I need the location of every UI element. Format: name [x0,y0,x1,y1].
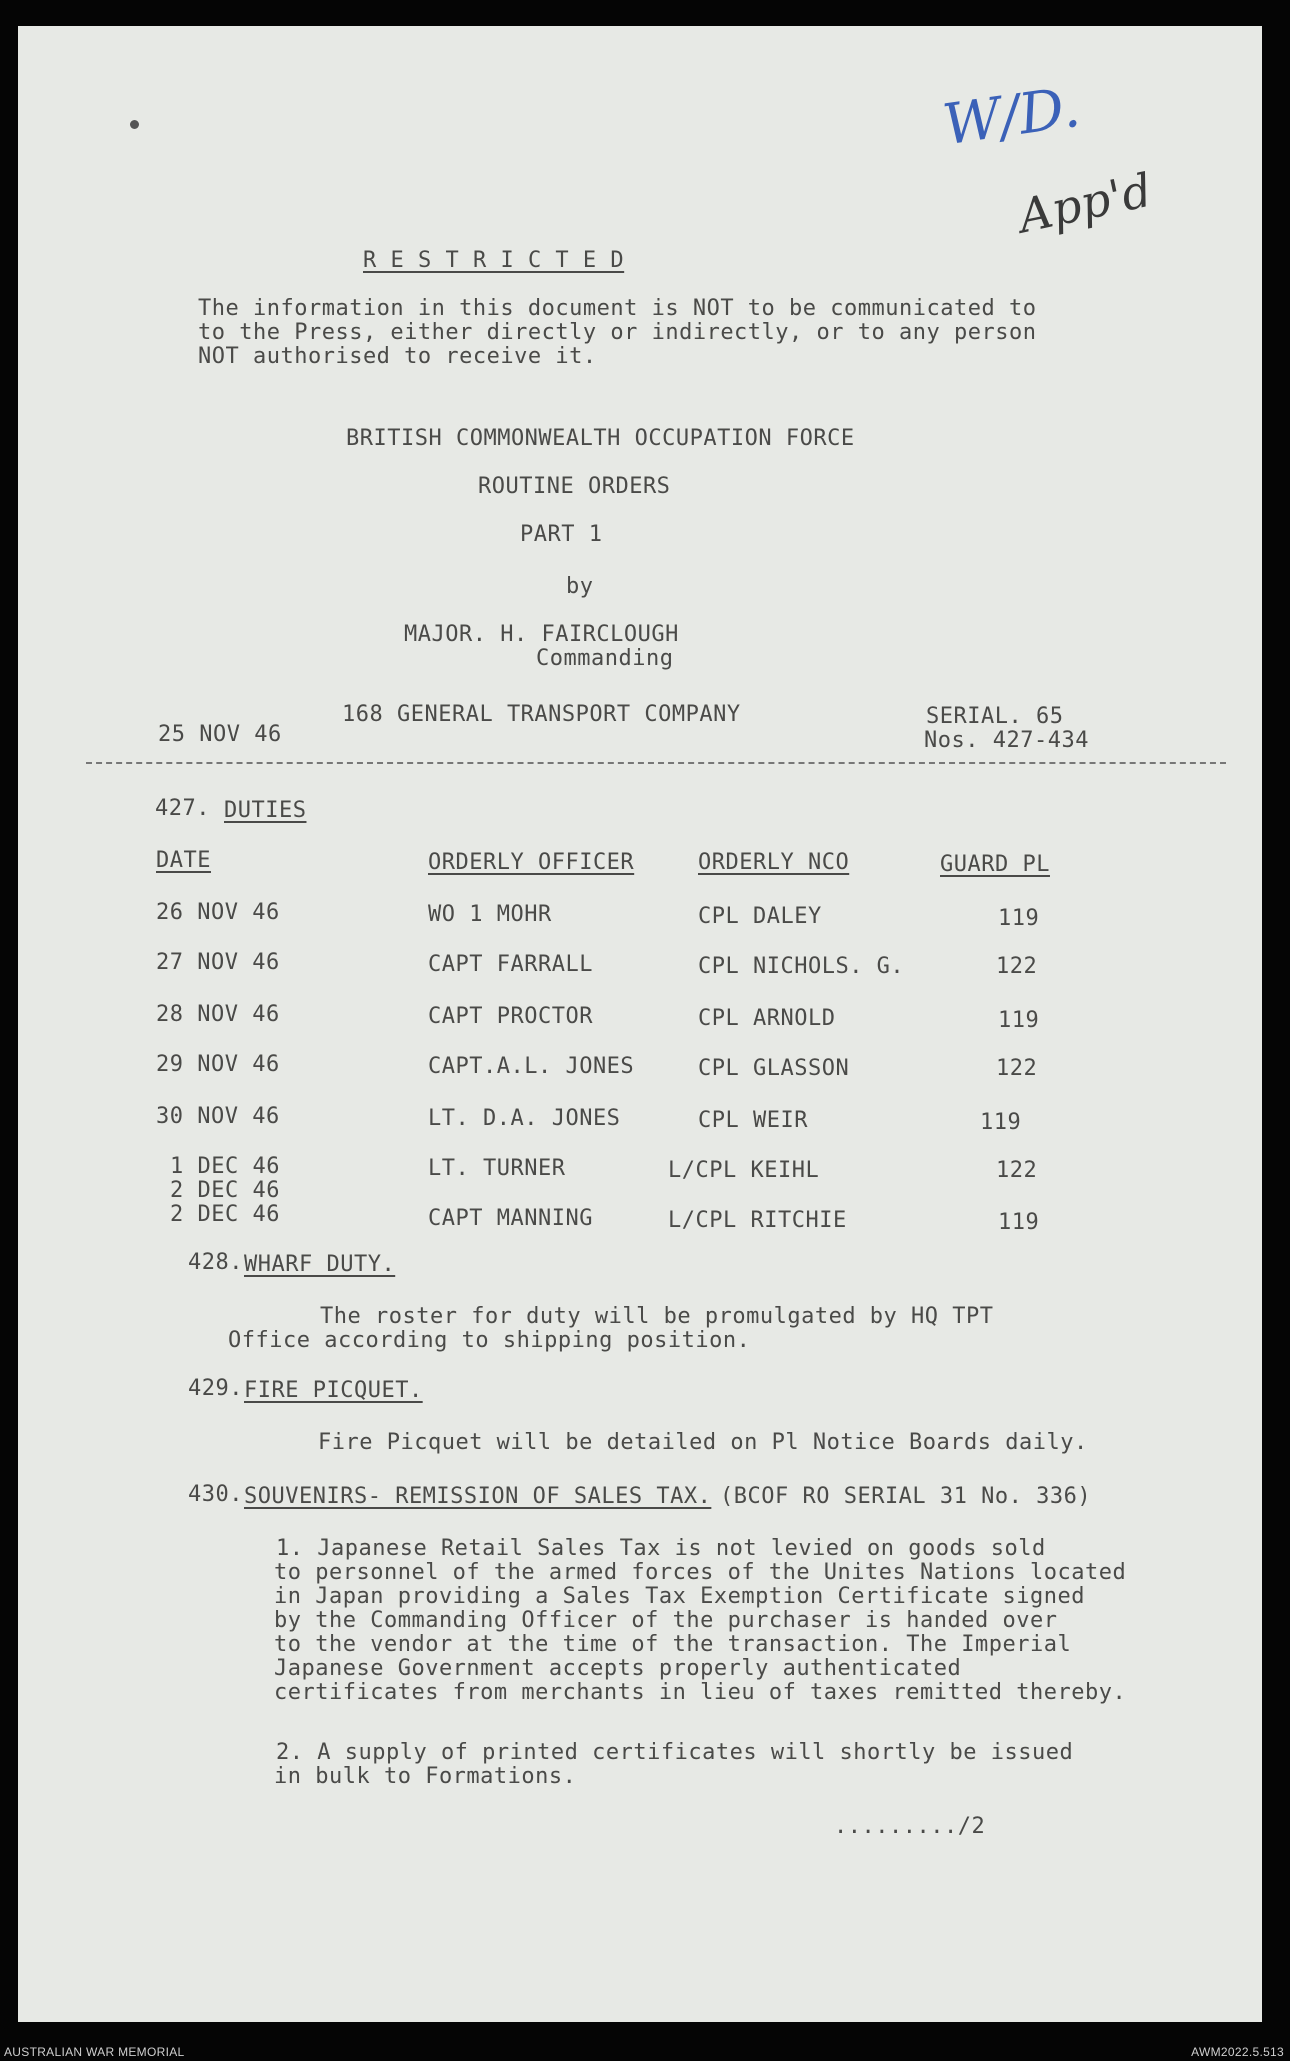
cell-officer: CAPT.A.L. JONES [428,1054,635,1079]
cell-nco: CPL ARNOLD [698,1006,836,1031]
section-text: Fire Picquet will be detailed on Pl Notice Boards daily. [318,1430,1088,1455]
cell-date: 2 DEC 46 [170,1202,280,1227]
continuation-marker: ........./2 [834,1814,986,1839]
cell-guard: 119 [980,1110,1022,1135]
column-header-date: DATE [156,848,211,873]
notice-line: NOT authorised to receive it. [198,344,597,369]
cell-officer: CAPT MANNING [428,1206,593,1231]
cell-date: 30 NOV 46 [156,1104,280,1129]
notice-line: to the Press, either directly or indirectly, or to any person [198,320,1037,345]
cell-nco: L/CPL KEIHL [668,1158,820,1183]
section-title-souvenirs: SOUVENIRS- REMISSION OF SALES TAX. [244,1484,712,1509]
cell-guard: 122 [996,1056,1038,1081]
divider [86,762,1226,764]
document-page [18,26,1262,2022]
section-text: Office according to shipping position. [228,1328,751,1353]
cell-guard: 119 [998,906,1040,931]
cell-nco: CPL NICHOLS. G. [698,954,905,979]
paragraph-line: Japanese Government accepts properly authenticated [274,1656,962,1681]
column-header-guard: GUARD PL [940,852,1050,877]
order-numbers: Nos. 427-434 [924,728,1089,753]
paragraph-line: to the vendor at the time of the transaction. The Imperial [274,1632,1072,1657]
cell-date: 27 NOV 46 [156,950,280,975]
section-number: 427. [155,796,210,821]
by-line: by [566,574,594,599]
cell-date: 29 NOV 46 [156,1052,280,1077]
cell-guard: 119 [998,1008,1040,1033]
cell-officer: LT. TURNER [428,1156,566,1181]
section-number: 430. [188,1482,243,1507]
cell-date: 2 DEC 46 [170,1178,280,1203]
section-title-fire-picquet: FIRE PICQUET. [244,1378,423,1403]
paragraph-line: in bulk to Formations. [274,1764,577,1789]
cell-guard: 122 [996,954,1038,979]
commanding-officer: MAJOR. H. FAIRCLOUGH [404,622,679,647]
commanding-role: Commanding [536,646,674,671]
orders-date: 25 NOV 46 [158,722,282,747]
cell-guard: 122 [996,1158,1038,1183]
cell-officer: WO 1 MOHR [428,902,552,927]
section-number: 428. [188,1250,243,1275]
paragraph-line: certificates from merchants in lieu of taxes remitted thereby. [274,1680,1127,1705]
paragraph-line: 2. A supply of printed certificates will shortly be issued [276,1740,1074,1765]
section-title-duties: DUTIES [224,798,307,823]
handwritten-wd-note: W/D. [939,74,1084,159]
footer-institution: AUSTRALIAN WAR MEMORIAL [4,2045,185,2059]
paragraph-line: by the Commanding Officer of the purchaser is handed over [274,1608,1058,1633]
notice-line: The information in this document is NOT to be communicated to [198,296,1037,321]
cell-officer: CAPT FARRALL [428,952,593,977]
paragraph-line: 1. Japanese Retail Sales Tax is not levied on goods sold [276,1536,1046,1561]
cell-date: 26 NOV 46 [156,900,280,925]
cell-officer: LT. D.A. JONES [428,1106,621,1131]
company-name: 168 GENERAL TRANSPORT COMPANY [342,702,741,727]
restricted-heading: R E S T R I C T E D [363,248,625,273]
column-header-nco: ORDERLY NCO [698,850,850,875]
orders-heading: ROUTINE ORDERS [478,474,671,499]
force-heading: BRITISH COMMONWEALTH OCCUPATION FORCE [346,426,855,451]
punch-mark [130,120,139,129]
section-reference: (BCOF RO SERIAL 31 No. 336) [720,1484,1092,1509]
cell-nco: CPL GLASSON [698,1056,850,1081]
cell-date: 28 NOV 46 [156,1002,280,1027]
cell-officer: CAPT PROCTOR [428,1004,593,1029]
cell-date: 1 DEC 46 [170,1154,280,1179]
section-number: 429. [188,1376,243,1401]
part-heading: PART 1 [520,522,603,547]
cell-nco: CPL WEIR [698,1108,808,1133]
paragraph-line: to personnel of the armed forces of the Unites Nations located [274,1560,1127,1585]
section-text: The roster for duty will be promulgated by HQ TPT [320,1304,994,1329]
paragraph-line: in Japan providing a Sales Tax Exemption Certificate signed [274,1584,1085,1609]
handwritten-initials: App'd [1013,162,1157,244]
footer-accession-number: AWM2022.5.513 [1191,2045,1284,2059]
cell-nco: CPL DALEY [698,904,822,929]
cell-guard: 119 [998,1210,1040,1235]
cell-nco: L/CPL RITCHIE [668,1208,847,1233]
serial-number: SERIAL. 65 [926,704,1064,729]
column-header-officer: ORDERLY OFFICER [428,850,635,875]
section-title-wharf-duty: WHARF DUTY. [244,1252,396,1277]
